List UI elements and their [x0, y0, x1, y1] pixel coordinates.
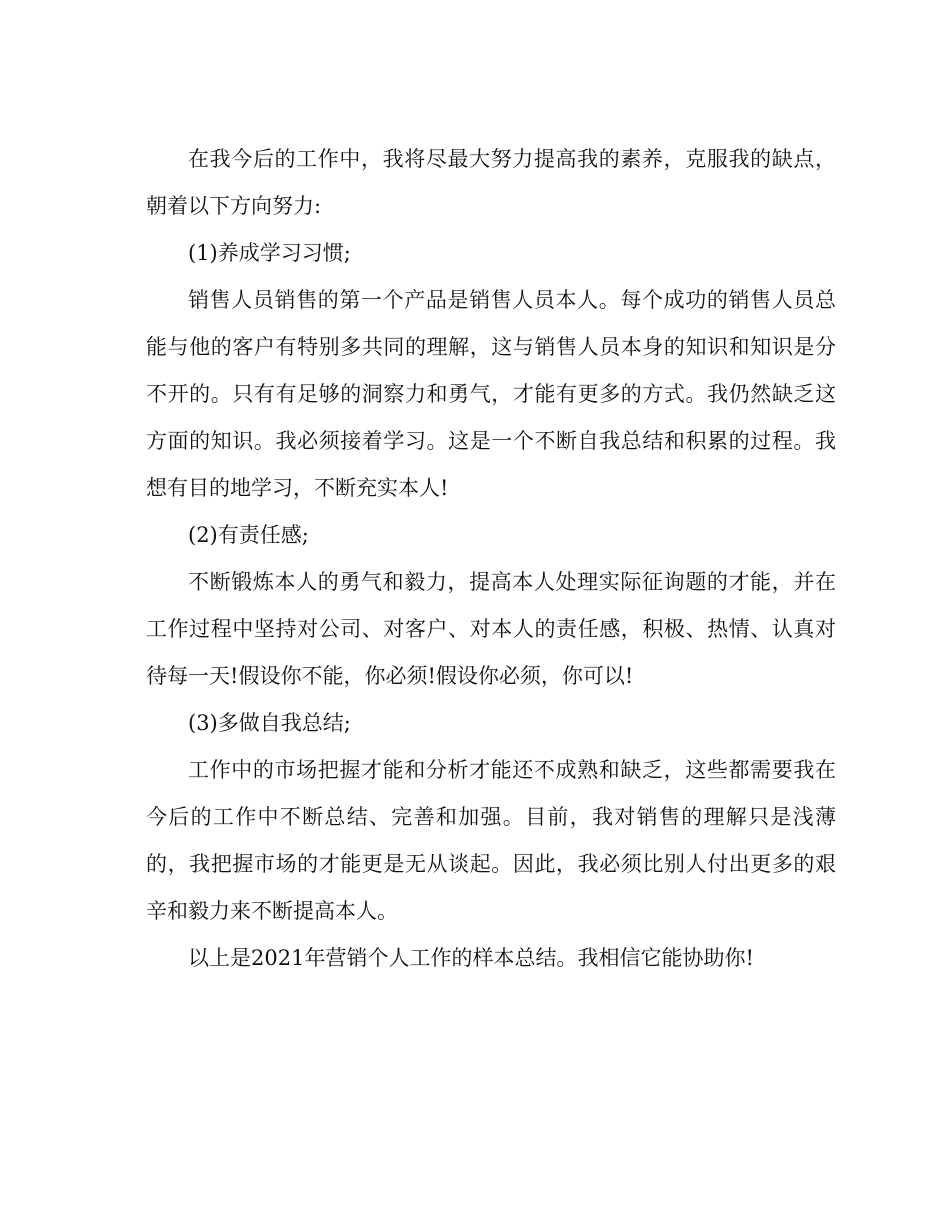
document-body: [146, 136, 836, 982]
paragraph-summary: 工作中的市场把握才能和分析才能还不成熟和缺乏，这些都需要我在今后的工作中不断总结、完善和加强。目前，我对销售的理解只是浅薄的，我把握市场的才能更是无从谈起。因此，我必须比别人付出更多的艰辛和毅力来不断提高本人。: [146, 758, 836, 923]
paragraph-responsibility: 不断锻炼本人的勇气和毅力，提高本人处理实际征询题的才能，并在工作过程中坚持对公司、对客户、对本人的责任感，积极、热情、认真对待每一天!假设你不能，你必须!假设你必须，你可以!: [146, 570, 836, 688]
paragraph-intro: 在我今后的工作中，我将尽最大努力提高我的素养，克服我的缺点，朝着以下方向努力:: [146, 147, 836, 218]
paragraph-heading-3: (3)多做自我总结;: [188, 711, 351, 735]
paragraph-heading-2: (2)有责任感;: [188, 523, 309, 547]
paragraph-closing: 以上是2021年营销个人工作的样本总结。我相信它能协助你!: [188, 946, 754, 970]
paragraph-learning: 销售人员销售的第一个产品是销售人员本人。每个成功的销售人员总能与他的客户有特别多共同的理解，这与销售人员本身的知识和知识是分不开的。只有有足够的洞察力和勇气，才能有更多的方式。我仍然缺乏这方面的知识。我必须接着学习。这是一个不断自我总结和积累的过程。我想有目的地学习，不断充实本人!: [146, 288, 836, 500]
paragraph-heading-1: (1)养成学习习惯;: [188, 241, 351, 265]
